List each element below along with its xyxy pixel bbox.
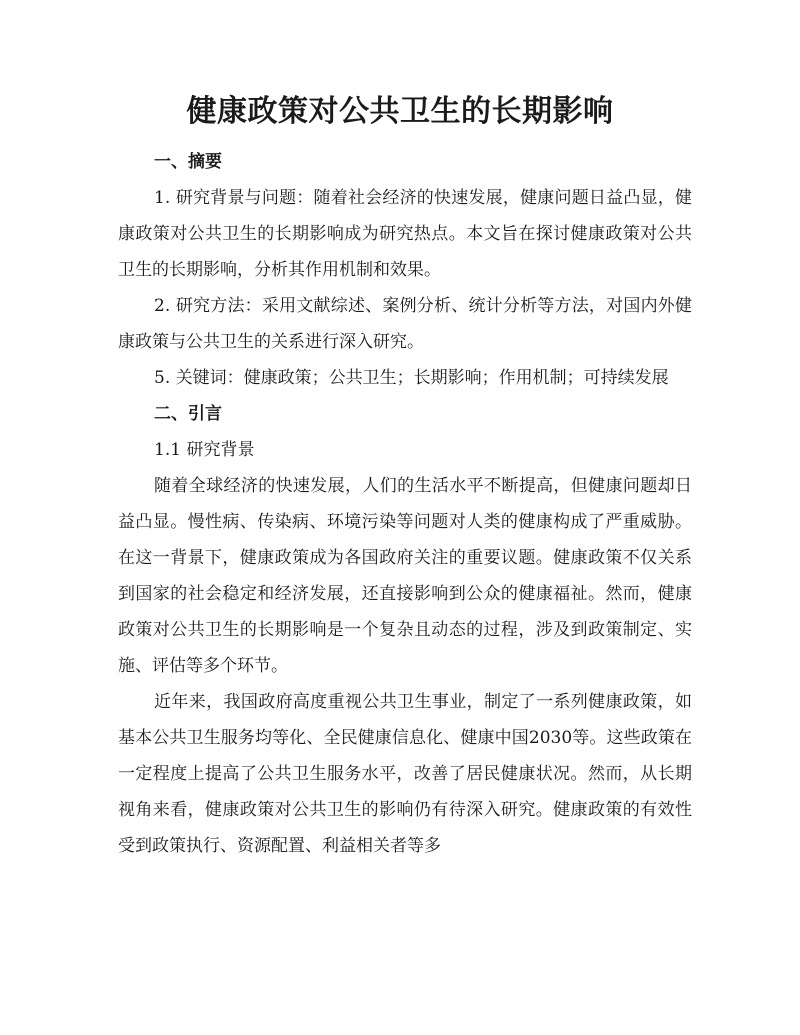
document-body (118, 144, 692, 864)
section-heading-abstract: 一、摘要 (154, 152, 222, 172)
subsection-heading-background: 1.1 研究背景 (154, 440, 255, 460)
section-heading-introduction: 二、引言 (154, 404, 222, 424)
abstract-paragraph-keywords: 5. 关键词：健康政策；公共卫生；长期影响；作用机制；可持续发展 (154, 368, 669, 388)
abstract-paragraph-background: 1. 研究背景与问题：随着社会经济的快速发展，健康问题日益凸显，健康政策对公共卫生的长期影响成为研究热点。本文旨在探讨健康政策对公共卫生的长期影响，分析其作用机制和效果。 (118, 188, 692, 280)
intro-paragraph-2: 近年来，我国政府高度重视公共卫生事业，制定了一系列健康政策，如基本公共卫生服务均等化、全民健康信息化、健康中国2030等。这些政策在一定程度上提高了公共卫生服务水平，改善了居民健康状况。然而，从长期视角来看，健康政策对公共卫生的影响仍有待深入研究。健康政策的有效性受到政策执行、资源配置、利益相关者等多 (118, 692, 692, 856)
intro-paragraph-1: 随着全球经济的快速发展，人们的生活水平不断提高，但健康问题却日益凸显。慢性病、传染病、环境污染等问题对人类的健康构成了严重威胁。在这一背景下，健康政策成为各国政府关注的重要议题。健康政策不仅关系到国家的社会稳定和经济发展，还直接影响到公众的健康福祉。然而，健康政策对公共卫生的长期影响是一个复杂且动态的过程，涉及到政策制定、实施、评估等多个环节。 (118, 476, 692, 676)
document-title: 健康政策对公共卫生的长期影响 (186, 94, 614, 129)
abstract-paragraph-methods: 2. 研究方法：采用文献综述、案例分析、统计分析等方法，对国内外健康政策与公共卫生的关系进行深入研究。 (118, 296, 692, 352)
